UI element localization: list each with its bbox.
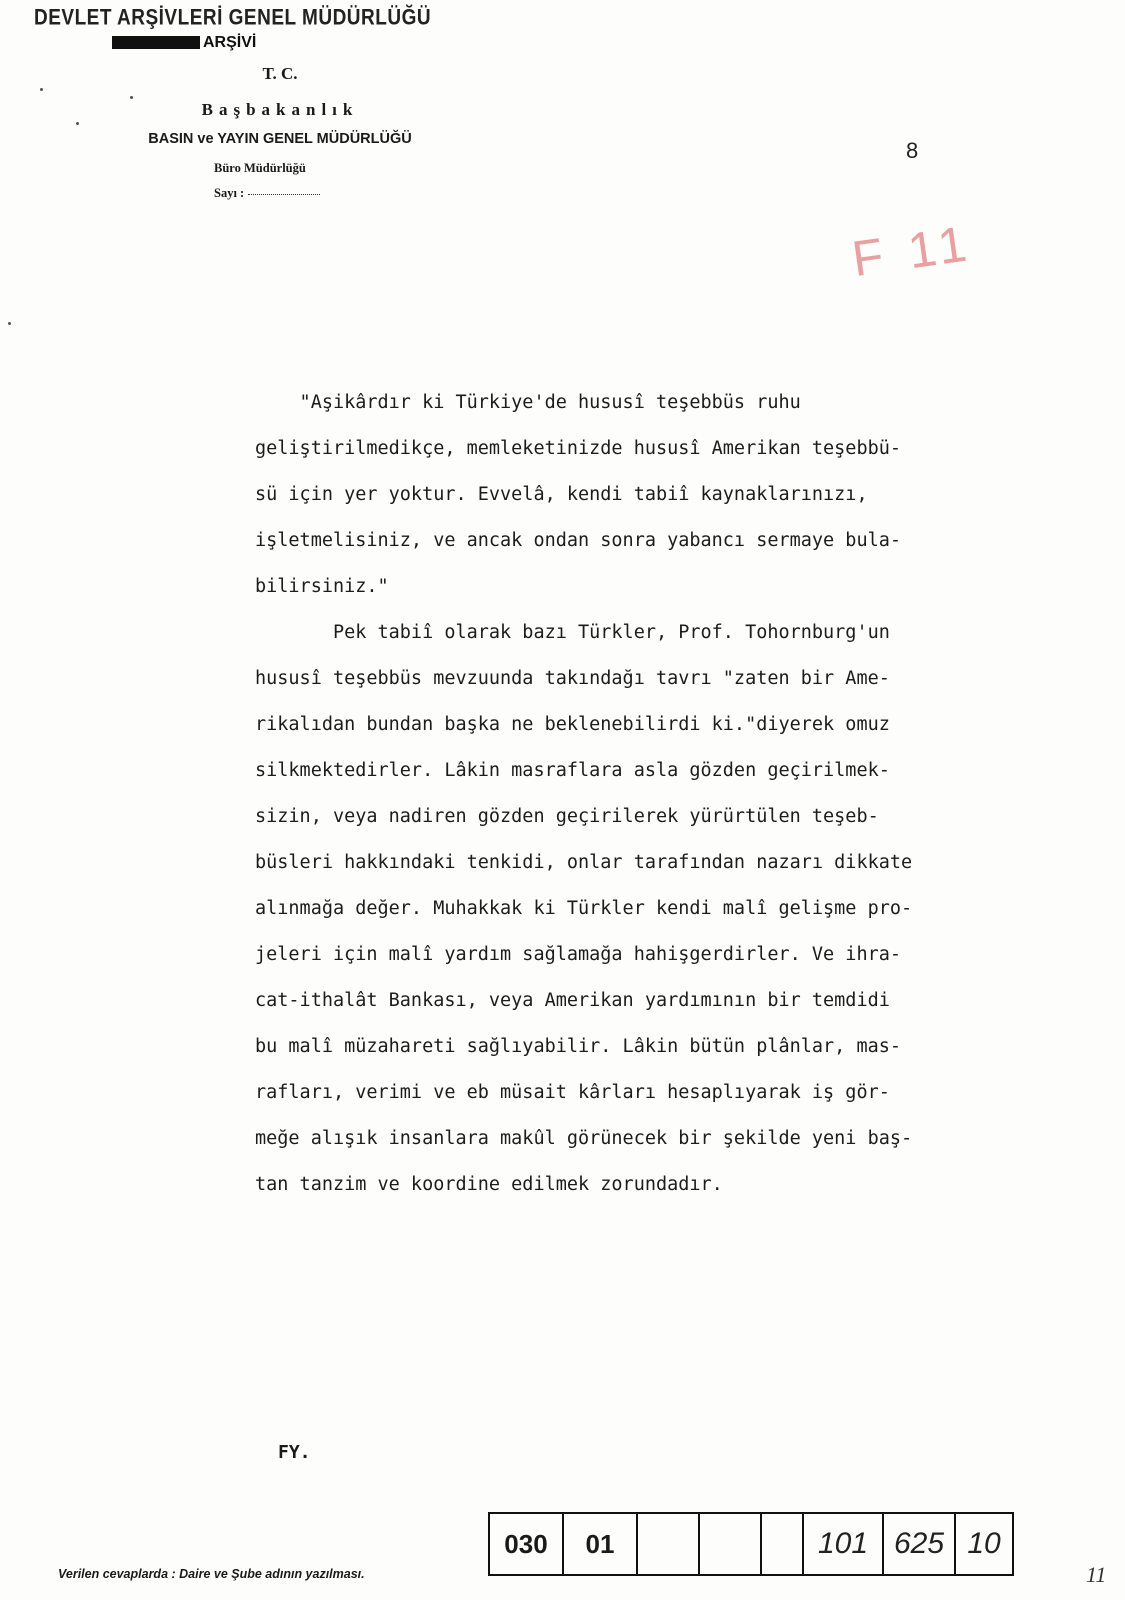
number-label: Sayı :	[214, 186, 245, 200]
body-line: cat-ithalât Bankası, veya Amerikan yardımının bir temdidi	[255, 990, 890, 1011]
scan-speck	[76, 122, 79, 125]
letterhead-office: Büro Müdürlüğü	[214, 161, 306, 175]
body-line: işletmelisiniz, ve ancak ondan sonra yabancı sermaye bula-	[255, 530, 902, 551]
body-line: Pek tabiî olarak bazı Türkler, Prof. Tohornburg'un	[255, 622, 890, 643]
body-line: bilirsiniz."	[255, 576, 389, 597]
letterhead-ministry: Başbakanlık	[201, 100, 359, 119]
reference-number-boxes	[488, 1512, 1014, 1576]
reference-box	[699, 1513, 761, 1575]
body-line: jeleri için malî yardım sağlamağa hahişgerdirler. Ve ihra-	[255, 944, 902, 965]
reference-box: 030	[489, 1513, 563, 1575]
reference-box: 01	[563, 1513, 637, 1575]
letterhead-directorate: BASIN ve YAYIN GENEL MÜDÜRLÜĞÜ	[148, 131, 412, 147]
footer-note: Verilen cevaplarda : Daire ve Şube adının yazılması.	[58, 1567, 365, 1581]
scan-speck	[40, 88, 43, 91]
body-line: geliştirilmedikçe, memleketinizde hususî Amerikan teşebbü-	[255, 438, 902, 459]
body-line: meğe alışık insanlara makûl görünecek bir şekilde yeni baş-	[255, 1128, 913, 1149]
page-number: 8	[906, 138, 919, 163]
body-line: rafları, verimi ve eb müsait kârları hesaplıyarak iş gör-	[255, 1082, 890, 1103]
reference-box	[637, 1513, 699, 1575]
reference-box: 101	[803, 1513, 883, 1575]
corner-mark: 11	[1086, 1562, 1107, 1587]
body-line: tan tanzim ve koordine edilmek zorundadır.	[255, 1174, 723, 1195]
body-line: hususî teşebbüs mevzuunda takındağı tavrı "zaten bir Ame-	[255, 668, 890, 689]
body-line: rikalıdan bundan başka ne beklenebilirdi ki."diyerek omuz	[255, 714, 890, 735]
reference-box: 625	[883, 1513, 955, 1575]
letterhead-country: T. C.	[262, 64, 298, 83]
redacted-text	[112, 36, 200, 49]
archive-stamp: DEVLET ARŞİVLERİ GENEL MÜDÜRLÜĞÜ	[34, 6, 432, 31]
handwritten-note: F 11	[848, 214, 976, 288]
body-text	[255, 380, 1085, 1208]
body-line: bu malî müzahareti sağlıyabilir. Lâkin bütün plânlar, mas-	[255, 1036, 902, 1057]
body-line: silkmektedirler. Lâkin masraflara asla gözden geçirilmek-	[255, 760, 890, 781]
number-blank-line	[248, 194, 320, 195]
reference-box	[761, 1513, 803, 1575]
scan-speck	[8, 322, 11, 325]
reference-box: 10	[955, 1513, 1013, 1575]
scan-speck	[130, 96, 133, 99]
letterhead-number-field	[214, 186, 320, 201]
body-line: sü için yer yoktur. Evvelâ, kendi tabiî kaynaklarınızı,	[255, 484, 868, 505]
signoff-initials: FY.	[278, 1442, 311, 1463]
archive-stamp-subline	[112, 34, 256, 52]
body-line: sizin, veya nadiren gözden geçirilerek yürürtülen teşeb-	[255, 806, 879, 827]
body-line: "Aşikârdır ki Türkiye'de hususî teşebbüs ruhu	[255, 392, 801, 413]
body-line: alınmağa değer. Muhakkak ki Türkler kendi malî gelişme pro-	[255, 898, 913, 919]
archive-stamp-line2: ARŞİVİ	[203, 34, 257, 51]
body-line: büsleri hakkındaki tenkidi, onlar tarafından nazarı dikkate	[255, 852, 913, 873]
